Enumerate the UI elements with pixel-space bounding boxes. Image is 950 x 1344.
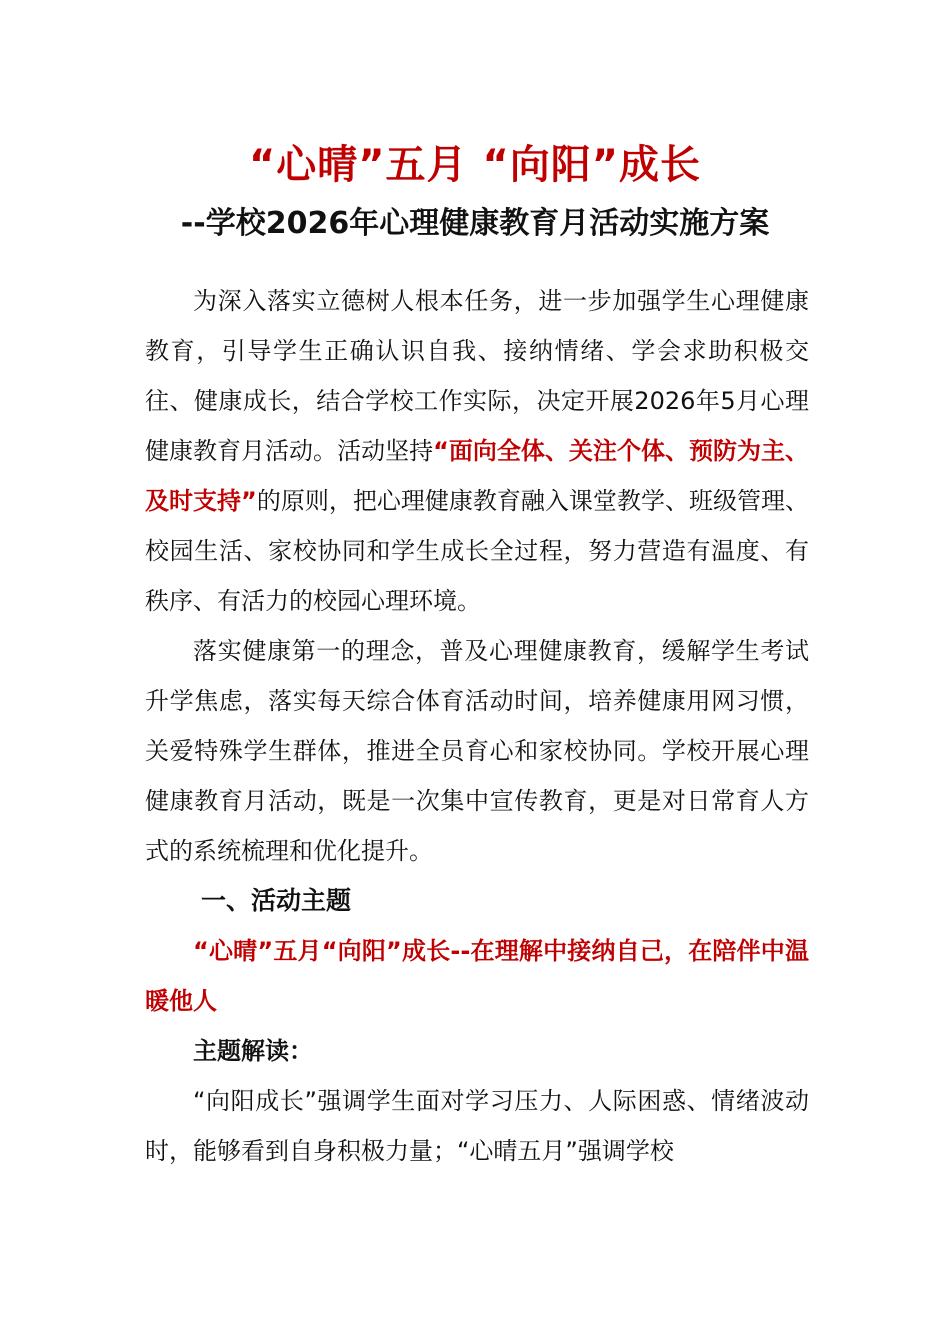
intro-paragraph [145,276,809,626]
paragraph-2: 落实健康第一的理念，普及心理健康教育，缓解学生考试升学焦虑，落实每天综合体育活动时间，培养健康用网习惯，关爱特殊学生群体，推进全员育心和家校协同。学校开展心理健康教育月活动，既是一次集中宣传教育，更是对日常育人方式的系统梳理和优化提升。 [145,637,809,865]
intro-principle-highlight: “面向全体、关注个体、预防为主、及时支持” [145,437,810,515]
theme-interpretation-label: 主题解读： [193,1037,313,1065]
theme-statement: “心晴”五月“向阳”成长--在理解中接纳自己，在陪伴中温暖他人 [145,937,809,1015]
intro-text-part1: 为深入落实立德树人根本任务，进一步加强学生心理健康教育，引导学生正确认识自我、接纳情绪、学会求助积极交往、健康成长，结合学校工作实际，决定开展2026年5月心理健康教育月活动。活动坚持 [145,287,809,465]
intro-text-part2: 的原则，把心理健康教育融入课堂教学、班级管理、校园生活、家校协同和学生成长全过程，努力营造有温度、有秩序、有活力的校园心理环境。 [145,487,809,615]
document-body [145,276,809,1176]
document-title: “心晴”五月 “向阳”成长 [248,142,702,188]
theme-interpretation-text: “向阳成长”强调学生面对学习压力、人际困惑、情绪波动时，能够看到自身积极力量；“心晴五月”强调学校 [145,1087,809,1165]
section-heading: 一、活动主题 [201,886,352,915]
document-subtitle: --学校2026年心理健康教育月活动实施方案 [180,206,770,241]
